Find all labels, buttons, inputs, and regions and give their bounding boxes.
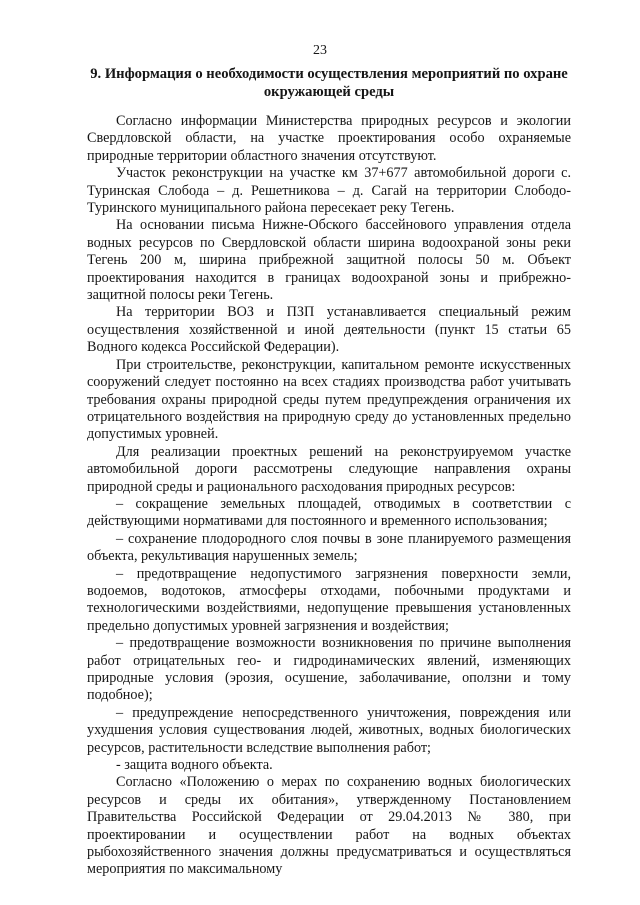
list-item: - защита водного объекта. xyxy=(116,757,273,774)
paragraph: На территории ВОЗ и ПЗП устанавливается специальный режим осуществления хозяйственной и иной деятельности (пункт 15 статьи 65 Водного кодекса Российской Федерации). xyxy=(87,304,571,356)
paragraph: Для реализации проектных решений на реконструируемом участке автомобильной дороги рассмотрены следующие направления охраны природной среды и рационального расходования природных ресурсов: xyxy=(87,443,571,495)
list-item: – предотвращение недопустимого загрязнения поверхности земли, водоемов, водотоков, атмосферы отходами, побочными продуктами и технологическими воздействиями, недопущение превышения установленных предельно допустимых уровней загрязнения и воздействия; xyxy=(87,565,571,634)
paragraph: При строительстве, реконструкции, капитальном ремонте искусственных сооружений следует постоянно на всех стадиях производства работ учитывать требования охраны природной среды путем предупреждения ограничения их отрицательного воздействия на природную среду до установленных предельно допустимых уровней. xyxy=(87,356,571,443)
list-item: – сохранение плодородного слоя почвы в зоне планируемого размещения объекта, рекультивация нарушенных земель; xyxy=(87,530,571,565)
paragraph: Участок реконструкции на участке км 37+677 автомобильной дороги с. Туринская Слобода – д. Решетникова – д. Сагай на территории Слободо-Туринского муниципального района пересекает реку Тегень. xyxy=(87,165,571,217)
list-item: – предотвращение возможности возникновения по причине выполнения работ отрицательных гео- и гидродинамических явлений, изменяющих природные условия (эрозия, осушение, заболачивание, оползни и тому подобное); xyxy=(87,635,571,704)
paragraph: Согласно «Положению о мерах по сохранению водных биологических ресурсов и среды их обитания», утвержденному Постановлением Правительства Российской Федерации от 29.04.2013 № 380, при проектировании и осуществлении работ на водных объектах рыбохозяйственного значения должны предусматриваться и осуществляться мероприятия по максимальному xyxy=(87,774,571,878)
body-text xyxy=(87,113,571,879)
paragraph: Согласно информации Министерства природных ресурсов и экологии Свердловской области, на участке проектирования особо охраняемые природные территории областного значения отсутствуют. xyxy=(87,113,571,164)
paragraph: На основании письма Нижне-Обского бассейнового управления отдела водных ресурсов по Свердловской области ширина водоохраной зоны реки Тегень 200 м, ширина прибрежной защитной полосы 50 м. Объект проектирования находится в границах водоохраной зоны и прибрежно-защитной полосы реки Тегень. xyxy=(87,217,571,304)
list-item: – предупреждение непосредственного уничтожения, повреждения или ухудшения условия существования людей, животных, водных биологических ресурсов, растительности вследствие выполнения работ; xyxy=(87,704,571,756)
section-heading: 9. Информация о необходимости осуществления мероприятий по охране окружающей среды xyxy=(90,66,568,100)
page-number: 23 xyxy=(313,43,327,58)
list-item: – сокращение земельных площадей, отводимых в соответствии с действующими нормативами для постоянного и временного использования; xyxy=(87,495,571,530)
